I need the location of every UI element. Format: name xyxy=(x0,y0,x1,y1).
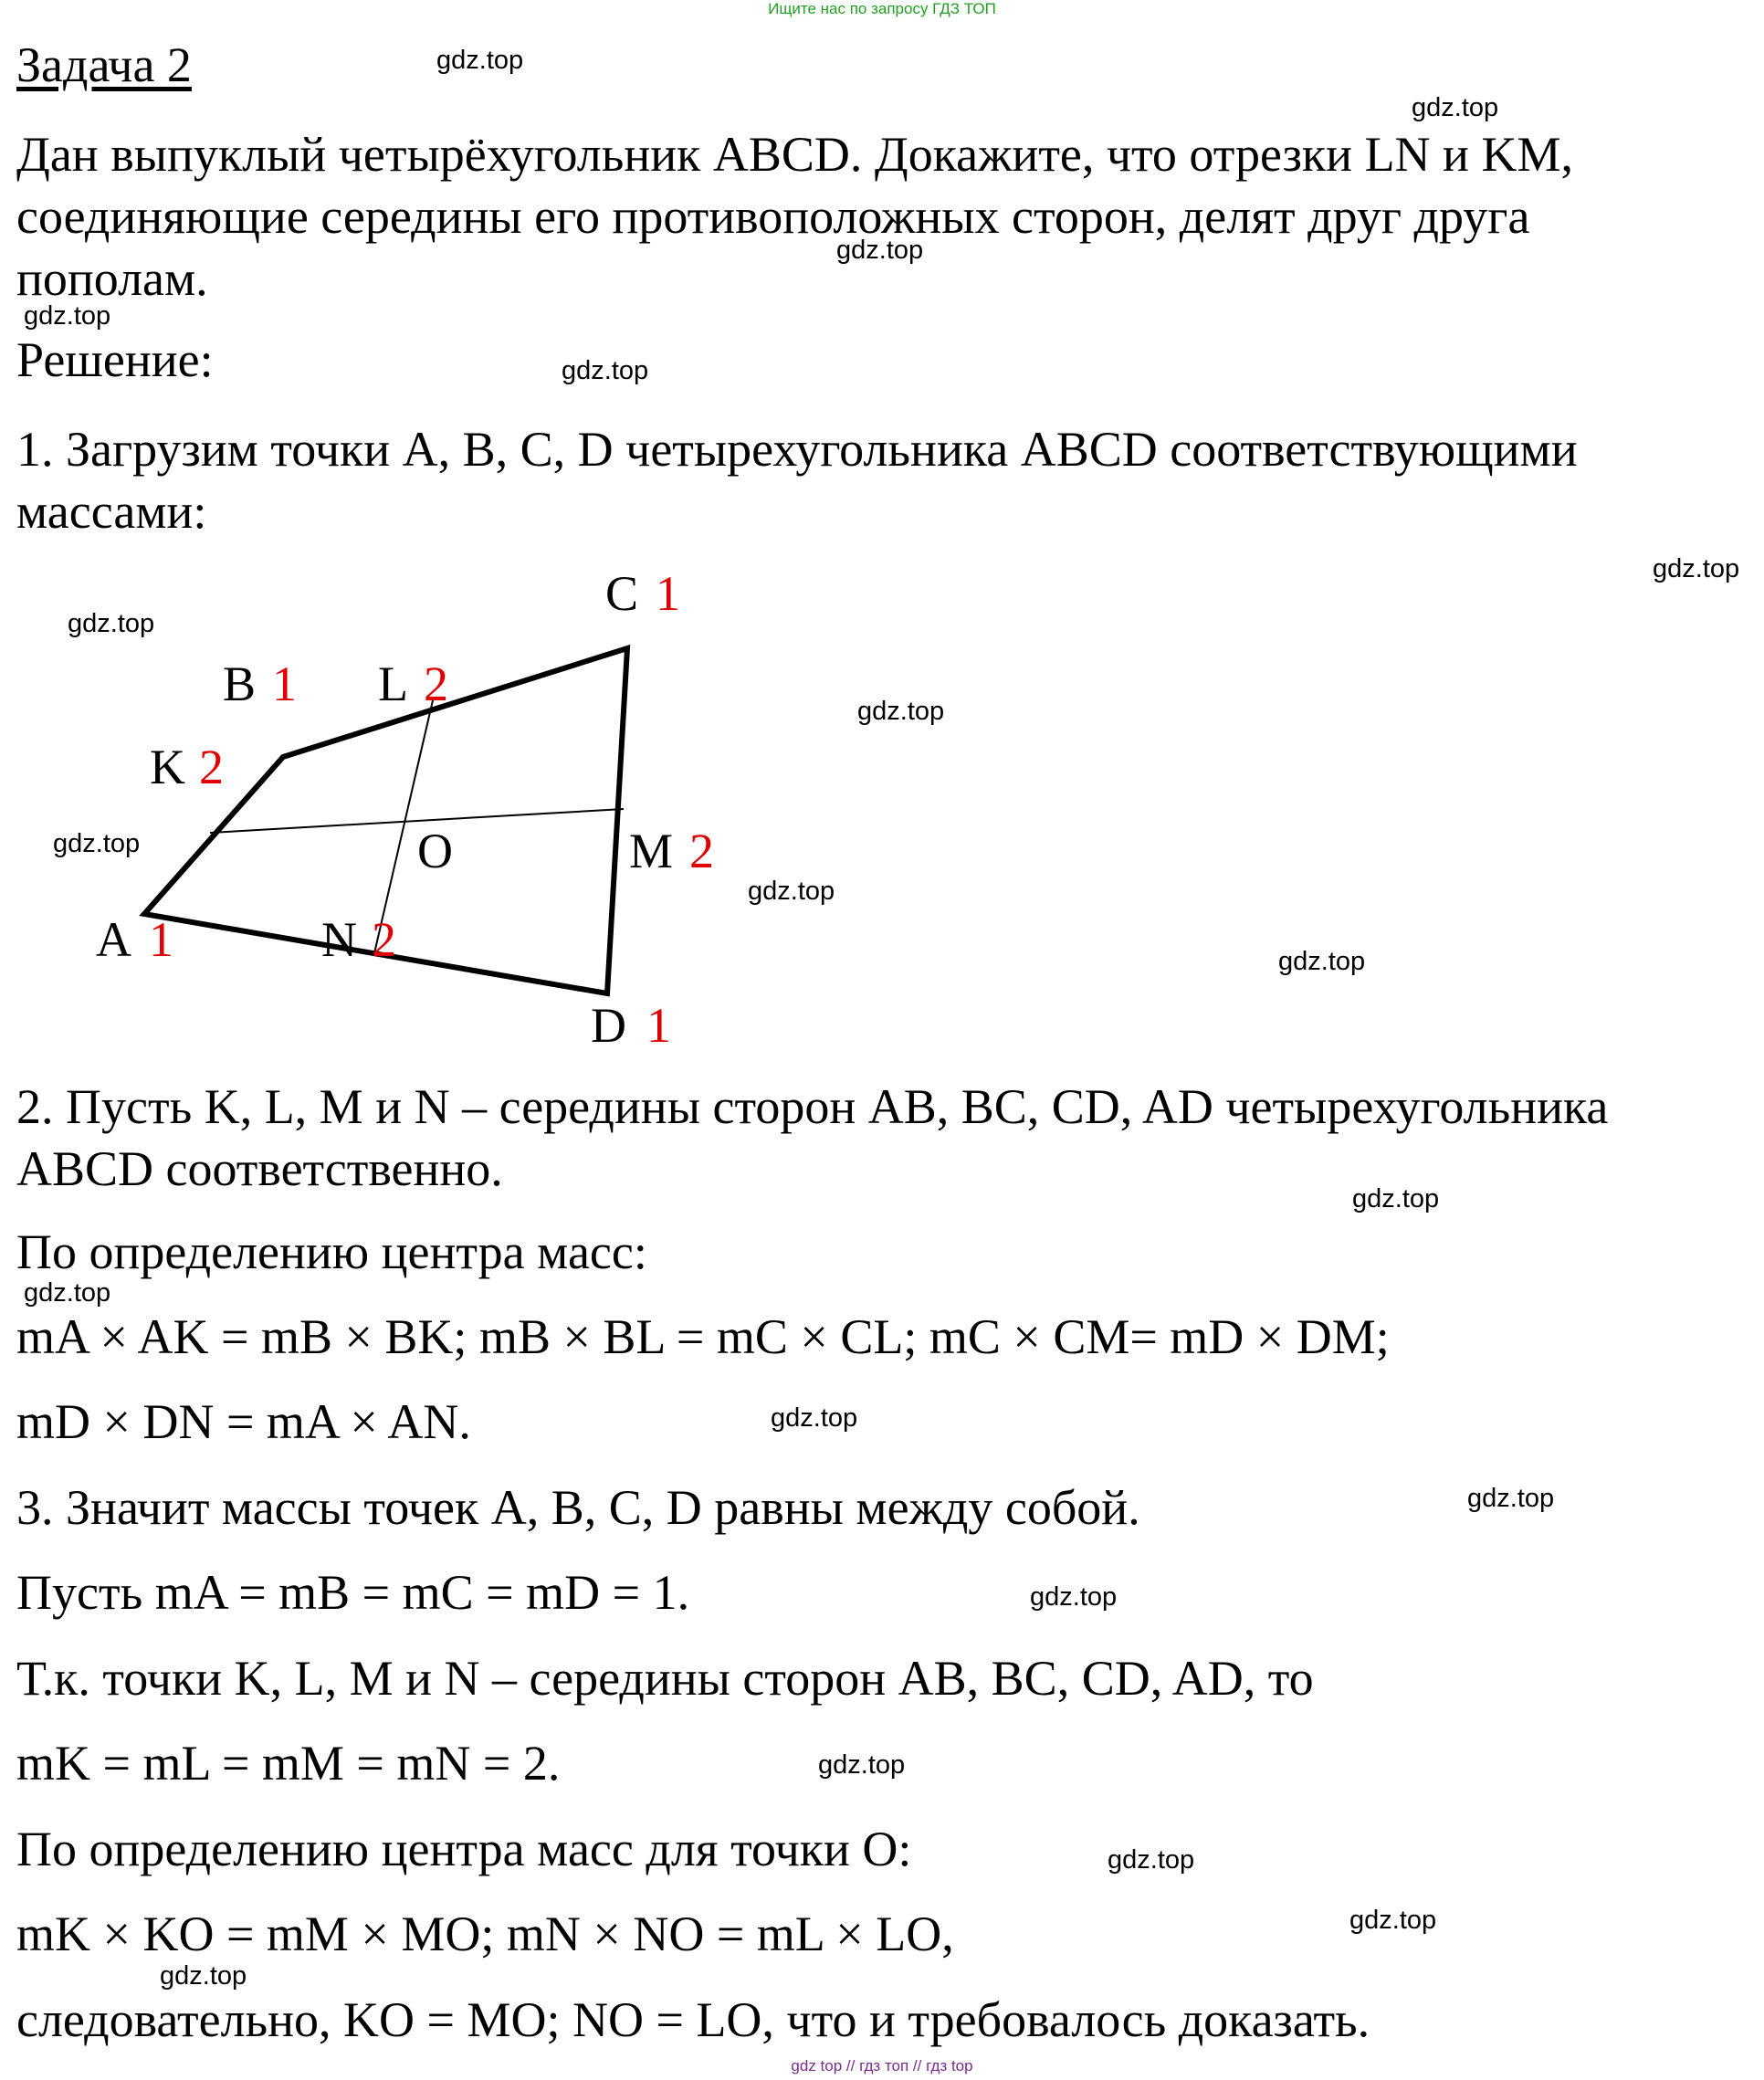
watermark: gdz.top xyxy=(68,609,155,638)
equation-2: mD × DN = mA × AN. xyxy=(16,1394,471,1449)
step-1 xyxy=(16,418,1578,542)
mass-label-n: 2 xyxy=(372,912,396,967)
step-3: 3. Значит массы точек A, B, C, D равны между собой. xyxy=(16,1480,1140,1535)
point-label-n: N xyxy=(321,912,357,967)
mass-label-b: 1 xyxy=(272,657,297,711)
mass-label-m: 2 xyxy=(689,824,714,878)
conclusion: следовательно, KO = MO; NO = LO, что и требовалось доказать. xyxy=(16,1992,1370,2047)
watermark: gdz.top xyxy=(53,829,141,858)
watermark: gdz.top xyxy=(1349,1906,1437,1935)
watermark: gdz.top xyxy=(1352,1184,1440,1213)
watermark: gdz.top xyxy=(1108,1845,1195,1875)
point-label-b: B xyxy=(223,657,257,711)
mass-assumption: Пусть mA = mB = mC = mD = 1. xyxy=(16,1565,690,1620)
watermark: gdz.top xyxy=(1467,1484,1555,1513)
point-label-m: M xyxy=(629,824,674,878)
watermark: gdz.top xyxy=(1030,1582,1118,1612)
header-note: Ищите нас по запросу ГДЗ ТОП xyxy=(768,0,996,17)
watermark: gdz.top xyxy=(857,697,945,726)
definition-label: По определению центра масс: xyxy=(16,1224,647,1279)
mass-label-k: 2 xyxy=(199,740,224,794)
step-2 xyxy=(16,1076,1608,1200)
watermark: gdz.top xyxy=(24,301,111,331)
watermark: gdz.top xyxy=(1653,554,1740,583)
step-2-line: 2. Пусть K, L, M и N – середины сторон AB, BC, CD, AD четырехугольника xyxy=(16,1079,1609,1134)
watermark: gdz.top xyxy=(771,1403,858,1433)
equation-3: mK × KO = mM × MO; mN × NO = mL × LO, xyxy=(16,1907,954,1961)
problem-statement xyxy=(16,123,1573,310)
problem-line: Дан выпуклый четырёхугольник ABCD. Докажите, что отрезки LN и KM, xyxy=(16,127,1573,182)
watermark: gdz.top xyxy=(748,877,835,906)
task-title: Задача 2 xyxy=(16,37,192,92)
mass-label-a: 1 xyxy=(149,912,173,967)
problem-line: пополам. xyxy=(16,251,208,306)
mass-label-d: 1 xyxy=(646,998,671,1053)
watermark: gdz.top xyxy=(24,1278,111,1308)
problem-line: соединяющие середины его противоположных сторон, делят друг друга xyxy=(16,189,1530,244)
mass-label-l: 2 xyxy=(424,657,448,711)
point-label-k: K xyxy=(150,740,185,794)
watermark: gdz.top xyxy=(1278,947,1366,976)
point-label-o: O xyxy=(417,824,453,878)
watermark: gdz.top xyxy=(836,236,924,265)
step-1-line: 1. Загрузим точки A, B, C, D четырехугольника ABCD соответствующими xyxy=(16,422,1578,477)
equation-1: mA × AK = mB × BK; mB × BL = mC × CL; mC × CM= mD × DM; xyxy=(16,1309,1390,1364)
watermark: gdz.top xyxy=(160,1961,247,1991)
point-label-a: A xyxy=(96,912,131,967)
watermark: gdz.top xyxy=(818,1750,906,1780)
point-label-l: L xyxy=(378,657,408,711)
definition-label-o: По определению центра масс для точки O: xyxy=(16,1822,912,1876)
watermark: gdz.top xyxy=(436,46,524,75)
watermark: gdz.top xyxy=(1412,93,1499,122)
midpoints-statement: Т.к. точки K, L, M и N – середины сторон AB, BC, CD, AD, то xyxy=(16,1651,1314,1706)
watermark: gdz.top xyxy=(562,356,649,385)
footer-note: gdz top // гдз топ // гдз top xyxy=(791,2057,973,2075)
midpoint-masses: mK = mL = mM = mN = 2. xyxy=(16,1736,561,1791)
point-label-c: C xyxy=(605,566,639,621)
mass-label-c: 1 xyxy=(656,566,680,621)
step-2-line: ABCD соответственно. xyxy=(16,1141,503,1196)
point-label-d: D xyxy=(591,998,626,1053)
solution-label: Решение: xyxy=(16,332,214,387)
step-1-line: массами: xyxy=(16,484,207,539)
